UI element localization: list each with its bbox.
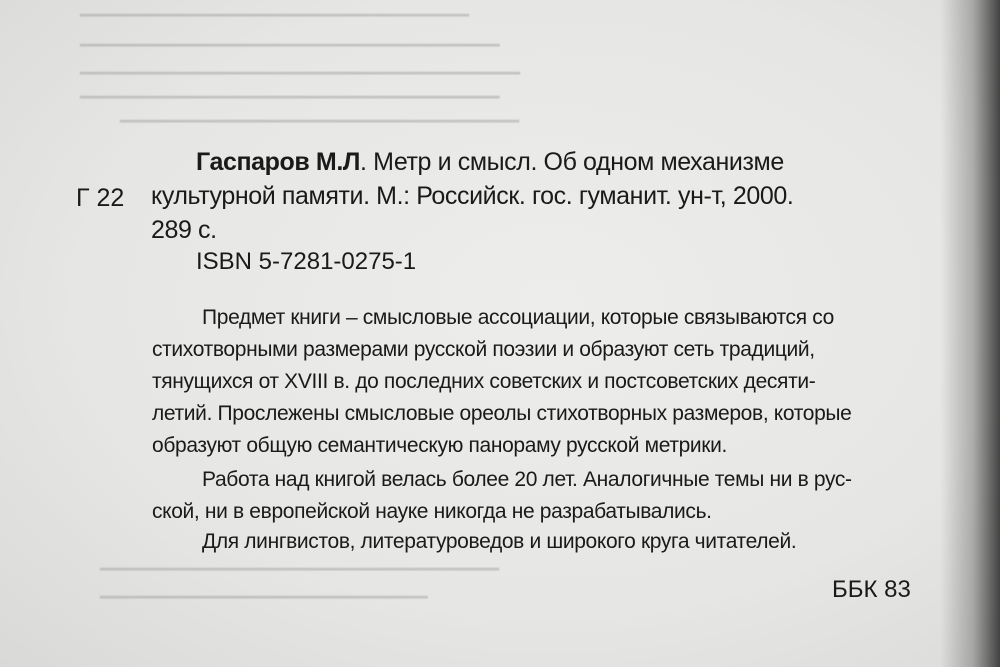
bleed-through-texture: ━━━━━━━━━━━━━━━━━━━━━━━━━━━━━━━━━━━━━━━ xyxy=(100,560,500,579)
abstract-line: Работа над книгой велась более 20 лет. Аналогичные темы ни в рус- xyxy=(202,468,852,491)
author-name: Гаспаров М.Л xyxy=(196,148,361,176)
bibliographic-entry-line-1 xyxy=(196,148,784,177)
bibliographic-entry-line-2: культурной памяти. М.: Российск. гос. гуманит. ун-т, 2000. xyxy=(151,182,794,210)
abstract-line: летий. Прослежены смысловые ореолы стихотворных размеров, которые xyxy=(152,402,852,425)
bleed-through-texture: ━━━━━━━━━━━━━━━━━━━━━━━━━━━━━━━━━━━━━━━━━━━ xyxy=(80,64,521,83)
abstract-line: стихотворными размерами русской поэзии и образуют сеть традиций, xyxy=(152,338,815,361)
bleed-through-texture: ━━━━━━━━━━━━━━━━━━━━━━━━━━━━━━━━━━━━━━ xyxy=(80,6,469,25)
book-title: . Метр и смысл. Об одном механизме xyxy=(360,148,784,176)
abstract-line: тянущихся от XVIII в. до последних советских и постсоветских десяти- xyxy=(152,370,816,393)
bbk-code: ББК 83 xyxy=(832,576,911,603)
bleed-through-texture: ━━━━━━━━━━━━━━━━━━━━━━━━━━━━━━━━━━━━━━━━━ xyxy=(80,36,500,55)
abstract-line: образуют общую семантическую панораму русской метрики. xyxy=(152,434,728,457)
audience-line: Для лингвистов, литературоведов и широкого круга читателей. xyxy=(202,530,797,553)
book-spine-shadow xyxy=(940,0,1000,667)
bleed-through-texture: ━━━━━━━━━━━━━━━━━━━━━━━━━━━━━━━━━━━━━━━━━ xyxy=(80,88,500,107)
abstract-line: ской, ни в европейской науке никогда не разрабатывались. xyxy=(152,500,712,523)
classification-code: Г 22 xyxy=(76,184,125,212)
bleed-through-texture: ━━━━━━━━━━━━━━━━━━━━━━━━━━━━━━━━━━━━━━━ xyxy=(120,112,520,131)
page-count: 289 с. xyxy=(151,216,217,244)
isbn: ISBN 5-7281-0275-1 xyxy=(196,248,417,275)
abstract-line: Предмет книги – смысловые ассоциации, которые связываются со xyxy=(202,306,834,329)
bleed-through-texture: ━━━━━━━━━━━━━━━━━━━━━━━━━━━━━━━━ xyxy=(100,588,428,607)
